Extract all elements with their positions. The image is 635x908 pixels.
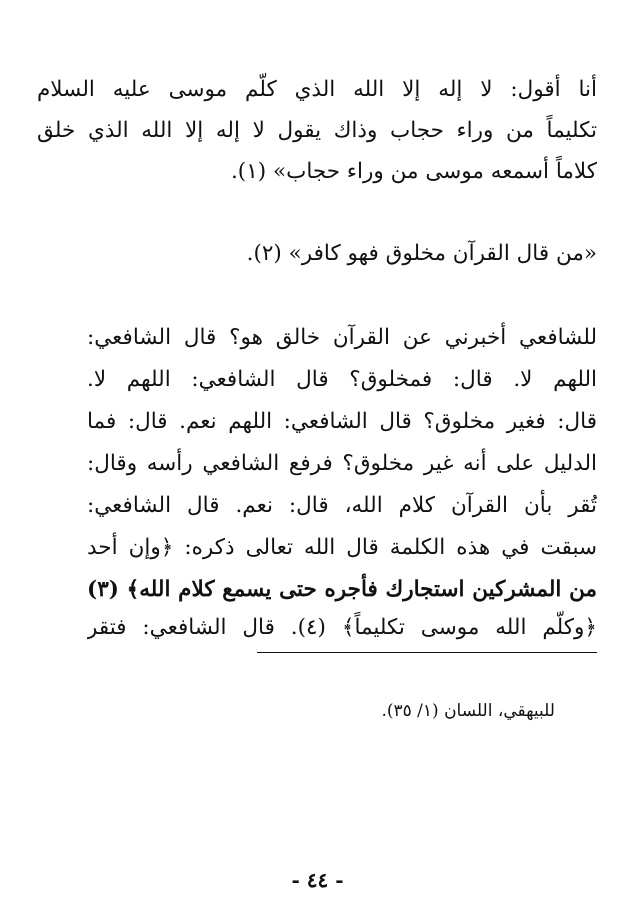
body-line: تُقر بأن القرآن كلام الله، قال: نعم. قال الشافعي: — [87, 493, 597, 518]
footnote-separator — [257, 652, 597, 653]
body-line: «من قال القرآن مخلوق فهو كافر» (٢). — [246, 241, 597, 266]
footnote-continuation: للبيهقي، اللسان (١/ ٣٥). — [381, 701, 555, 721]
body-line: تكليماً من وراء حجاب وذاك يقول لا إله إلا الله الذي خلق — [37, 118, 597, 143]
body-line: اللهم لا. قال: فمخلوق؟ قال الشافعي: اللهم لا. — [87, 367, 597, 392]
body-line: كلاماً أسمعه موسى من وراء حجاب» (١). — [230, 159, 597, 184]
body-line: الدليل على أنه غير مخلوق؟ فرفع الشافعي رأسه وقال: — [87, 451, 597, 476]
body-line: للشافعي أخبرني عن القرآن خالق هو؟ قال الشافعي: — [87, 325, 597, 350]
quran-verse-line: من المشركين استجارك فأجره حتى يسمع كلام الله﴾ (٣) — [87, 577, 597, 602]
body-line: قال: فغير مخلوق؟ قال الشافعي: اللهم نعم. قال: فما — [87, 409, 597, 434]
page-number: - ٤٤ - — [291, 868, 344, 892]
quran-verse-line: ﴿وكلّم الله موسى تكليماً﴾ (٤). قال الشافعي: فتقر — [87, 615, 597, 640]
body-line: سبقت في هذه الكلمة قال الله تعالى ذكره: ﴿وإن أحد — [87, 535, 597, 560]
body-line: أنا أقول: لا إله إلا الله الذي كلّم موسى عليه السلام — [37, 77, 597, 102]
